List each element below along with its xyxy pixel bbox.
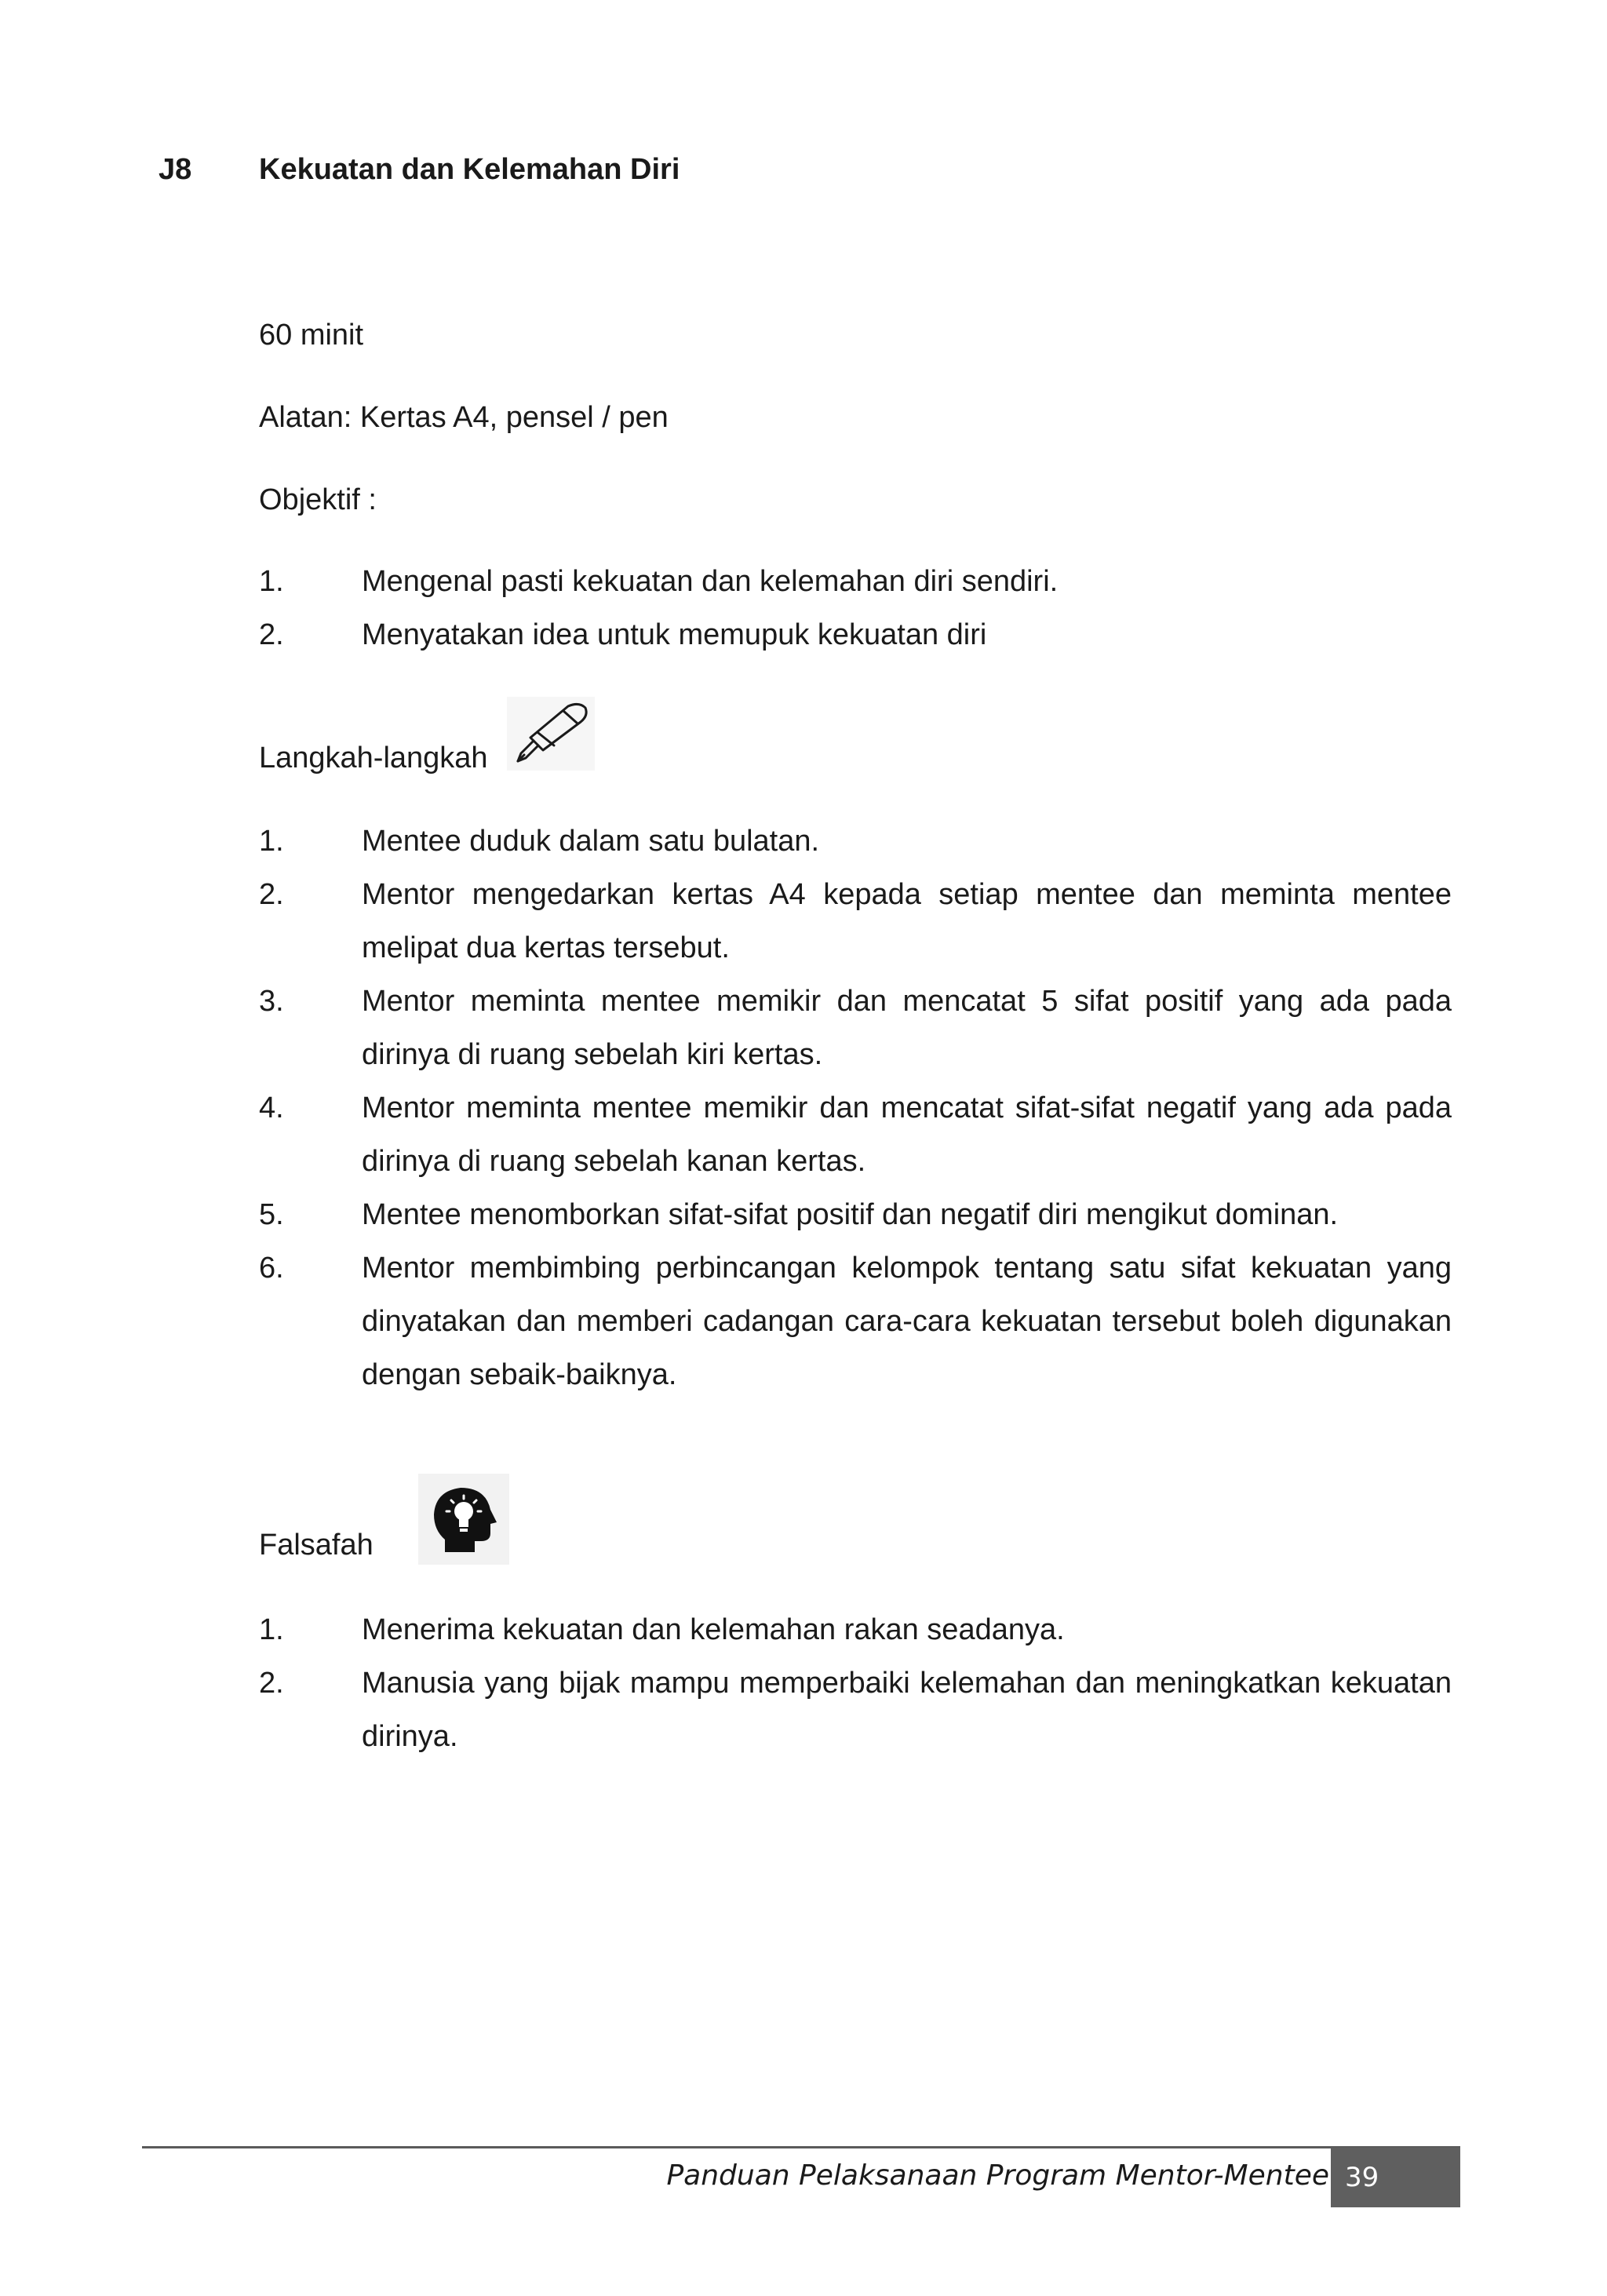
philosophy-list (259, 1603, 1452, 1763)
list-item (259, 1188, 1452, 1241)
list-item-number: 4. (259, 1092, 284, 1124)
list-item (259, 868, 1452, 975)
objectives-label: Objektif : (259, 483, 377, 516)
section-title: Kekuatan dan Kelemahan Diri (259, 153, 680, 186)
list-item-number: 2. (259, 618, 284, 651)
list-item-text: Mentor meminta mentee memikir dan mencatat 5 sifat positif yang ada pada dirinya di ruang sebelah kiri kertas. (362, 985, 1452, 1071)
list-item-text: Mengenal pasti kekuatan dan kelemahan diri sendiri. (362, 565, 1059, 598)
list-item-number: 2. (259, 1667, 284, 1700)
list-item-text: Mentor membimbing perbincangan kelompok tentang satu sifat kekuatan yang dinyatakan dan memberi cadangan cara-cara kekuatan tersebut boleh digunakan dengan sebaik-baiknya. (362, 1252, 1452, 1391)
list-item-text: Mentee menomborkan sifat-sifat positif dan negatif diri mengikut dominan. (362, 1198, 1339, 1231)
list-item-number: 5. (259, 1198, 284, 1231)
objectives-list (259, 555, 1452, 661)
tools-text: Alatan: Kertas A4, pensel / pen (259, 401, 669, 434)
list-item-number: 6. (259, 1252, 284, 1285)
list-item-text: Manusia yang bijak mampu memperbaiki kelemahan dan meningkatkan kekuatan dirinya. (362, 1667, 1452, 1753)
list-item-number: 1. (259, 1613, 284, 1646)
list-item (259, 1656, 1452, 1763)
footer-title: Panduan Pelaksanaan Program Mentor-Mentee (666, 2159, 1329, 2192)
list-item-number: 3. (259, 985, 284, 1018)
list-item-number: 2. (259, 878, 284, 911)
section-code: J8 (159, 153, 192, 186)
fountain-pen-icon (507, 697, 595, 771)
list-item (259, 1241, 1452, 1401)
list-item-number: 1. (259, 565, 284, 598)
list-item (259, 1081, 1452, 1188)
duration-text: 60 minit (259, 319, 364, 352)
list-item (259, 555, 1452, 608)
steps-list (259, 815, 1452, 1401)
philosophy-label: Falsafah (259, 1529, 374, 1562)
list-item (259, 975, 1452, 1081)
list-item-text: Menerima kekuatan dan kelemahan rakan seadanya. (362, 1613, 1065, 1646)
list-item-text: Mentor mengedarkan kertas A4 kepada setiap mentee dan meminta mentee melipat dua kertas tersebut. (362, 878, 1452, 964)
footer-divider (142, 2146, 1460, 2148)
list-item (259, 608, 1452, 661)
list-item (259, 1603, 1452, 1656)
list-item (259, 815, 1452, 868)
list-item-text: Mentor meminta mentee memikir dan mencatat sifat-sifat negatif yang ada pada dirinya di ruang sebelah kanan kertas. (362, 1092, 1452, 1178)
list-item-number: 1. (259, 825, 284, 858)
steps-label: Langkah-langkah (259, 742, 488, 774)
head-lightbulb-icon (418, 1474, 509, 1565)
list-item-text: Menyatakan idea untuk memupuk kekuatan diri (362, 618, 987, 651)
page-number: 39 (1331, 2148, 1460, 2207)
list-item-text: Mentee duduk dalam satu bulatan. (362, 825, 820, 858)
